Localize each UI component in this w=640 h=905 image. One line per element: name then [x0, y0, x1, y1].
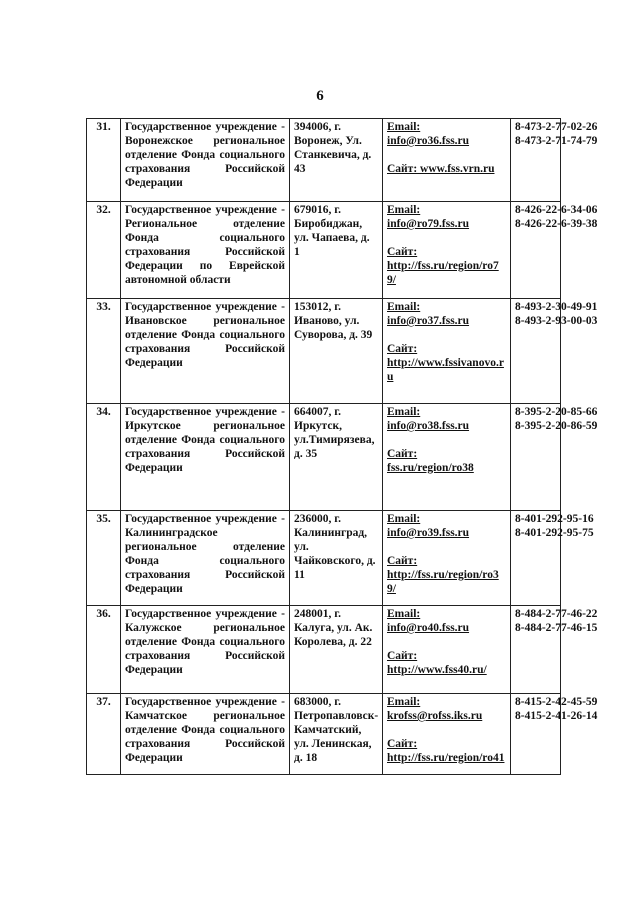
table-row — [87, 511, 561, 606]
office-name: Государственное учреждение - Калининградское региональное отделение Фонда социального страхования Российской Федерации — [121, 511, 290, 606]
office-name: Государственное учреждение - Калужское региональное отделение Фонда социального страхования Российской Федерации — [121, 606, 290, 694]
office-contacts — [383, 606, 511, 694]
office-phones — [511, 119, 598, 202]
row-number: 34. — [87, 404, 121, 511]
office-contacts — [383, 202, 511, 299]
phone-number: 8-395-2-20-86-59 — [515, 420, 598, 432]
website-link[interactable]: http://www.fssivanovo.ru — [387, 357, 504, 383]
table-row — [87, 404, 561, 511]
spacer — [387, 540, 506, 554]
spacer — [387, 635, 506, 649]
office-address: 679016, г. Биробиджан, ул. Чапаева, д. 1 — [290, 202, 383, 299]
spacer — [387, 231, 506, 245]
office-contacts — [383, 299, 511, 404]
office-name: Государственное учреждение - Воронежское региональное отделение Фонда социального страхования Российской Федерации — [121, 119, 290, 202]
email-label: Email: — [387, 121, 421, 133]
row-number: 36. — [87, 606, 121, 694]
row-number: 33. — [87, 299, 121, 404]
table-row — [87, 202, 561, 299]
phone-number: 8-484-2-77-46-22 — [515, 608, 598, 620]
row-number: 35. — [87, 511, 121, 606]
page-number: 6 — [316, 88, 324, 104]
office-phones — [511, 694, 598, 775]
phone-number: 8-473-2-77-02-26 — [515, 121, 598, 133]
email-label: Email: — [387, 513, 421, 525]
table-row — [87, 606, 561, 694]
site-label: Сайт: — [387, 343, 418, 355]
phone-number: 8-415-2-41-26-14 — [515, 710, 598, 722]
phone-number: 8-484-2-77-46-15 — [515, 622, 598, 634]
phone-number: 8-401-292-95-16 — [515, 513, 594, 525]
office-address: 248001, г. Калуга, ул. Ак. Королева, д. 22 — [290, 606, 383, 694]
email-link[interactable]: info@ro40.fss.ru — [387, 622, 470, 634]
email-label: Email: — [387, 301, 421, 313]
office-contacts — [383, 511, 511, 606]
office-phones — [511, 404, 598, 511]
website-link[interactable]: fss.ru/region/ro38 — [387, 462, 474, 474]
email-label: Email: — [387, 204, 421, 216]
office-name: Государственное учреждение - Иркутское региональное отделение Фонда социального страхования Российской Федерации — [121, 404, 290, 511]
office-contacts — [383, 694, 511, 775]
site-label: Сайт: — [387, 555, 418, 567]
phone-number: 8-473-2-71-74-79 — [515, 135, 598, 147]
site-label: Сайт: — [387, 448, 418, 460]
row-number: 37. — [87, 694, 121, 775]
phone-number: 8-401-292-95-75 — [515, 527, 594, 539]
spacer — [387, 148, 506, 162]
site-label: Сайт: — [387, 246, 418, 258]
office-phones — [511, 606, 598, 694]
email-link[interactable]: info@ro36.fss.ru — [387, 135, 470, 147]
office-phones — [511, 511, 594, 606]
website-link[interactable]: http://fss.ru/region/ro79/ — [387, 260, 499, 286]
email-label: Email: — [387, 608, 421, 620]
office-name: Государственное учреждение - Камчатское региональное отделение Фонда социального страхования Российской Федерации — [121, 694, 290, 775]
phone-number: 8-426-22-6-34-06 — [515, 204, 598, 216]
phone-number: 8-493-2-30-49-91 — [515, 301, 598, 313]
email-link[interactable]: info@ro39.fss.ru — [387, 527, 470, 539]
row-number: 32. — [87, 202, 121, 299]
website-link[interactable]: http://fss.ru/region/ro41 — [387, 752, 505, 764]
table-row — [87, 299, 561, 404]
site-label: Сайт: — [387, 738, 418, 750]
website-link[interactable]: Сайт: www.fss.vrn.ru — [387, 163, 495, 175]
email-link[interactable]: info@ro38.fss.ru — [387, 420, 470, 432]
spacer — [387, 433, 506, 447]
spacer — [387, 328, 506, 342]
email-label: Email: — [387, 406, 421, 418]
row-number: 31. — [87, 119, 121, 202]
site-label: Сайт: — [387, 650, 418, 662]
email-link[interactable]: info@ro79.fss.ru — [387, 218, 470, 230]
table-row — [87, 119, 561, 202]
fss-offices-table — [86, 118, 598, 775]
phone-number: 8-426-22-6-39-38 — [515, 218, 598, 230]
website-link[interactable]: http://www.fss40.ru/ — [387, 664, 487, 676]
office-address: 236000, г. Калининград, ул. Чайковского, д. 11 — [290, 511, 383, 606]
email-link[interactable]: info@ro37.fss.ru — [387, 315, 470, 327]
phone-number: 8-493-2-93-00-03 — [515, 315, 598, 327]
phone-number: 8-415-2-42-45-59 — [515, 696, 598, 708]
office-address: 664007, г. Иркутск, ул.Тимирязева, д. 35 — [290, 404, 383, 511]
office-contacts — [383, 119, 511, 202]
office-name: Государственное учреждение - Региональное отделение Фонда социального страхования Российской Федерации по Еврейской автономной области — [121, 202, 290, 299]
office-address: 153012, г. Иваново, ул. Суворова, д. 39 — [290, 299, 383, 404]
office-name: Государственное учреждение - Ивановское региональное отделение Фонда социального страхования Российской Федерации — [121, 299, 290, 404]
table-row — [87, 694, 561, 775]
office-contacts — [383, 404, 511, 511]
office-phones — [511, 299, 598, 404]
office-address: 394006, г. Воронеж, Ул. Станкевича, д. 43 — [290, 119, 383, 202]
email-label: Email: — [387, 696, 421, 708]
spacer — [387, 723, 506, 737]
office-address: 683000, г. Петропавловск-Камчатский, ул. Ленинская, д. 18 — [290, 694, 383, 775]
email-link[interactable]: krofss@rofss.iks.ru — [387, 710, 483, 722]
phone-number: 8-395-2-20-85-66 — [515, 406, 598, 418]
website-link[interactable]: http://fss.ru/region/ro39/ — [387, 569, 499, 595]
office-phones — [511, 202, 598, 299]
